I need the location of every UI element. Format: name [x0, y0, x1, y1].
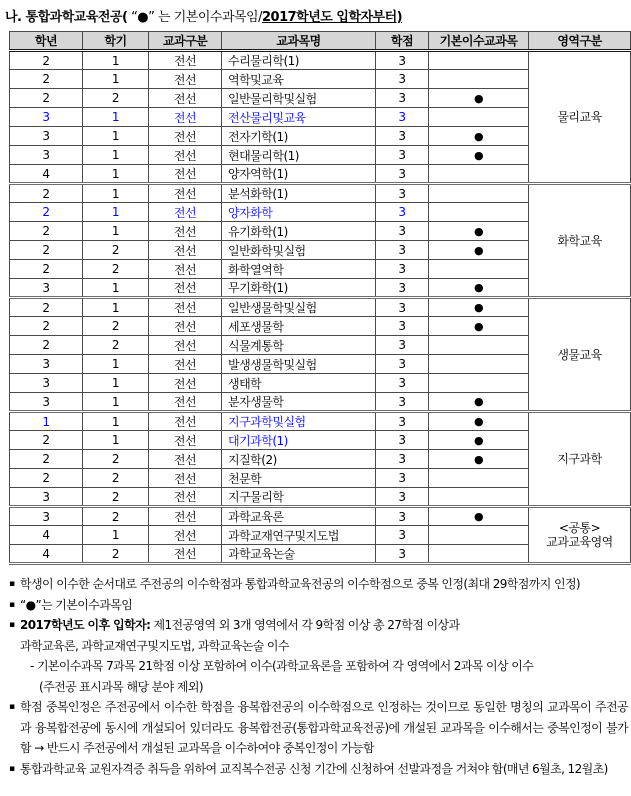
- cell-credit: 3: [376, 89, 429, 108]
- basic-course-empty-cell: [429, 488, 529, 507]
- cell-semester: 2: [83, 260, 149, 279]
- cell-year: 2: [10, 241, 83, 260]
- cell-semester: 1: [83, 298, 149, 317]
- cell-course-name: 전산물리및교육: [222, 108, 376, 127]
- cell-course-name: 천문학: [222, 469, 376, 488]
- page-title: [4, 4, 630, 31]
- cell-course-type: 전선: [149, 260, 222, 279]
- note-text-segment: 제1전공영역 외 3개 영역에서 각 9학점 이상 총 27학점 이상과: [150, 618, 460, 632]
- cell-semester: 2: [83, 336, 149, 355]
- basic-course-empty-cell: [429, 184, 529, 203]
- cell-semester: 2: [83, 317, 149, 336]
- note-text: [20, 677, 628, 698]
- cell-course-name: 생태학: [222, 374, 376, 393]
- footnotes: [7, 574, 628, 779]
- cell-semester: 2: [83, 469, 149, 488]
- header-region: 영역구분: [529, 32, 631, 51]
- course-row: [10, 184, 631, 203]
- cell-year: 2: [10, 469, 83, 488]
- cell-year: 3: [10, 127, 83, 146]
- cell-year: 2: [10, 51, 83, 70]
- note-text-segment: “●”는 기본이수과목임: [20, 597, 133, 612]
- bullet-square-icon: ▪: [9, 702, 15, 712]
- cell-course-name: 대기과학(1): [222, 431, 376, 450]
- basic-course-empty-cell: [429, 374, 529, 393]
- basic-course-empty-cell: [429, 70, 529, 89]
- cell-course-type: 전선: [149, 393, 222, 412]
- cell-semester: 1: [83, 108, 149, 127]
- basic-course-dot-icon: ●: [429, 279, 529, 298]
- title-legend: “●” 는 기본이수과목임/: [127, 10, 262, 25]
- cell-semester: 2: [83, 545, 149, 564]
- course-row: [10, 412, 631, 431]
- cell-credit: 3: [376, 51, 429, 70]
- cell-course-type: 전선: [149, 374, 222, 393]
- cell-credit: 3: [376, 222, 429, 241]
- title-effective-date: 2017학년도 입학자부터): [262, 10, 403, 25]
- basic-course-dot-icon: ●: [429, 412, 529, 431]
- cell-course-type: 전선: [149, 89, 222, 108]
- cell-year: 3: [10, 108, 83, 127]
- cell-credit: 3: [376, 203, 429, 222]
- basic-course-dot-icon: ●: [429, 146, 529, 165]
- cell-credit: 3: [376, 374, 429, 393]
- region-cell: [529, 184, 631, 298]
- region-label: 지구과학: [557, 452, 602, 466]
- cell-course-type: 전선: [149, 51, 222, 70]
- header-course-type: 교과구분: [149, 32, 222, 51]
- cell-semester: 1: [83, 146, 149, 165]
- cell-course-type: 전선: [149, 317, 222, 336]
- basic-course-empty-cell: [429, 51, 529, 70]
- bullet-square-icon: ▪: [9, 763, 15, 774]
- cell-year: 3: [10, 279, 83, 298]
- cell-semester: 1: [83, 279, 149, 298]
- cell-credit: 3: [376, 469, 429, 488]
- basic-course-empty-cell: [429, 545, 529, 564]
- cell-year: 4: [10, 545, 83, 564]
- cell-credit: 3: [376, 298, 429, 317]
- note-text-segment: (주전공 표시과목 해당 분야 제외): [39, 679, 203, 694]
- note-line: [7, 595, 628, 616]
- cell-year: 3: [10, 393, 83, 412]
- cell-course-type: 전선: [149, 450, 222, 469]
- title-prefix: 나. 통합과학교육전공(: [5, 10, 128, 25]
- region-cell: [529, 298, 631, 412]
- cell-course-name: 식물계통학: [222, 336, 376, 355]
- header-semester: 학기: [83, 32, 149, 51]
- cell-course-type: 전선: [149, 203, 222, 222]
- cell-credit: 3: [376, 355, 429, 374]
- cell-course-name: 일반화학및실험: [222, 241, 376, 260]
- note-text: [20, 636, 628, 657]
- cell-course-name: 화학열역학: [222, 260, 376, 279]
- cell-year: 4: [10, 526, 83, 545]
- note-text: [20, 595, 628, 616]
- cell-semester: 1: [83, 51, 149, 70]
- note-line: [7, 574, 628, 595]
- cell-year: 3: [10, 507, 83, 526]
- cell-course-type: 전선: [149, 526, 222, 545]
- cell-course-type: 전선: [149, 488, 222, 507]
- basic-course-dot-icon: ●: [429, 507, 529, 526]
- region-label: 화학교육: [557, 233, 602, 248]
- cell-course-type: 전선: [149, 298, 222, 317]
- cell-semester: 1: [83, 222, 149, 241]
- cell-course-type: 전선: [149, 184, 222, 203]
- cell-course-name: 유기화학(1): [222, 222, 376, 241]
- header-course-name: 교과목명: [222, 32, 376, 51]
- cell-credit: 3: [376, 146, 429, 165]
- basic-course-empty-cell: [429, 469, 529, 488]
- cell-year: 3: [10, 488, 83, 507]
- cell-credit: 3: [376, 450, 429, 469]
- cell-year: 2: [10, 89, 83, 108]
- basic-course-dot-icon: ●: [429, 89, 529, 108]
- cell-year: 2: [10, 317, 83, 336]
- cell-course-name: 수리물리학(1): [222, 51, 376, 70]
- note-text: [20, 697, 628, 759]
- cell-year: 2: [10, 260, 83, 279]
- note-text: [20, 615, 628, 636]
- note-text-segment: 학생이 이수한 순서대로 주전공의 이수학점과 통합과학교육전공의 이수학점으로 중복 인정(최대 29학점까지 인정): [20, 577, 581, 591]
- region-cell: [529, 507, 631, 564]
- cell-course-type: 전선: [149, 70, 222, 89]
- cell-credit: 3: [376, 507, 429, 526]
- cell-course-name: 양자역학(1): [222, 165, 376, 184]
- bullet-square-icon: ▪: [9, 620, 15, 630]
- basic-course-empty-cell: [429, 526, 529, 545]
- cell-credit: 3: [376, 70, 429, 89]
- cell-credit: 3: [376, 127, 429, 146]
- region-label: 물리교육: [557, 110, 602, 124]
- course-row: [10, 298, 631, 317]
- cell-credit: 3: [376, 412, 429, 431]
- note-text: [20, 574, 628, 595]
- header-year: 학년: [10, 32, 83, 51]
- cell-year: 2: [10, 70, 83, 89]
- cell-year: 2: [10, 298, 83, 317]
- cell-semester: 2: [83, 507, 149, 526]
- cell-credit: 3: [376, 165, 429, 184]
- basic-course-empty-cell: [429, 336, 529, 355]
- cell-semester: 2: [83, 450, 149, 469]
- cell-year: 3: [10, 355, 83, 374]
- cell-year: 2: [10, 222, 83, 241]
- basic-course-dot-icon: ●: [429, 431, 529, 450]
- region-label: 교과교육영역: [546, 535, 613, 549]
- cell-year: 2: [10, 450, 83, 469]
- cell-year: 2: [10, 203, 83, 222]
- note-line: [7, 759, 628, 780]
- cell-course-name: 발생생물학및실험: [222, 355, 376, 374]
- cell-semester: 1: [83, 412, 149, 431]
- basic-course-empty-cell: [429, 108, 529, 127]
- cell-semester: 2: [83, 488, 149, 507]
- cell-course-type: 전선: [149, 355, 222, 374]
- cell-credit: 3: [376, 184, 429, 203]
- basic-course-empty-cell: [429, 203, 529, 222]
- header-credit: 학점: [376, 32, 429, 51]
- cell-semester: 1: [83, 70, 149, 89]
- header-row: [10, 32, 631, 51]
- cell-semester: 1: [83, 127, 149, 146]
- basic-course-empty-cell: [429, 355, 529, 374]
- cell-credit: 3: [376, 393, 429, 412]
- cell-course-name: 과학교육론: [222, 507, 376, 526]
- note-text-segment: 통합과학교육 교원자격증 취득을 위하여 교직복수전공 신청 기간에 신청하여 선발과정을 거쳐야 함(매년 6월초, 12월초): [20, 761, 608, 776]
- cell-course-name: 일반생물학및실험: [222, 298, 376, 317]
- basic-course-dot-icon: ●: [429, 127, 529, 146]
- cell-course-name: 과학교재연구및지도법: [222, 526, 376, 545]
- cell-course-name: 과학교육논술: [222, 545, 376, 564]
- note-text-segment: 학점 중복인정은 주전공에서 이수한 학점을 융복합전공의 이수학점으로 인정하는 것이므로 동일한 명칭의 교과목이 주전공과 융복합전공에 동시에 개설되어 있더라도 융복합전공(통합과학교육전공)에 개설된 교과목을 이수해서는 중복인정이 불가함 → 반드시 주전공에서 개설된 교과목을 이수하여야 중복인정이 가능함: [20, 700, 628, 755]
- cell-course-name: 분자생물학: [222, 393, 376, 412]
- region-cell: [529, 51, 631, 184]
- cell-semester: 2: [83, 89, 149, 108]
- cell-course-name: 분석화학(1): [222, 184, 376, 203]
- cell-course-type: 전선: [149, 336, 222, 355]
- cell-course-type: 전선: [149, 127, 222, 146]
- cell-semester: 1: [83, 184, 149, 203]
- note-text: [20, 759, 628, 780]
- note-line: [7, 677, 628, 698]
- cell-semester: 2: [83, 241, 149, 260]
- cell-course-type: 전선: [149, 507, 222, 526]
- cell-course-name: 무기화학(1): [222, 279, 376, 298]
- cell-credit: 3: [376, 260, 429, 279]
- basic-course-dot-icon: ●: [429, 393, 529, 412]
- course-table-body: [10, 51, 631, 564]
- cell-course-name: 지질학(2): [222, 450, 376, 469]
- cell-semester: 1: [83, 355, 149, 374]
- basic-course-dot-icon: ●: [429, 298, 529, 317]
- cell-semester: 1: [83, 165, 149, 184]
- note-line: [7, 656, 628, 677]
- basic-course-dot-icon: ●: [429, 317, 529, 336]
- cell-year: 2: [10, 336, 83, 355]
- cell-year: 1: [10, 412, 83, 431]
- region-label: 생물교육: [557, 347, 602, 362]
- cell-course-name: 전자기학(1): [222, 127, 376, 146]
- cell-semester: 1: [83, 393, 149, 412]
- cell-course-name: 양자화학: [222, 203, 376, 222]
- cell-year: 4: [10, 165, 83, 184]
- basic-course-empty-cell: [429, 260, 529, 279]
- cell-credit: 3: [376, 431, 429, 450]
- cell-semester: 1: [83, 526, 149, 545]
- basic-course-empty-cell: [429, 165, 529, 184]
- cell-course-name: 현대물리학(1): [222, 146, 376, 165]
- note-line: [7, 615, 628, 636]
- cell-year: 2: [10, 431, 83, 450]
- region-cell: [529, 412, 631, 507]
- cell-semester: 1: [83, 374, 149, 393]
- cell-course-type: 전선: [149, 545, 222, 564]
- bullet-square-icon: ▪: [9, 599, 15, 610]
- cell-semester: 1: [83, 431, 149, 450]
- cell-course-type: 전선: [149, 146, 222, 165]
- cell-credit: 3: [376, 545, 429, 564]
- cell-course-name: 세포생물학: [222, 317, 376, 336]
- cell-credit: 3: [376, 336, 429, 355]
- cell-course-type: 전선: [149, 222, 222, 241]
- cell-semester: 1: [83, 203, 149, 222]
- cell-course-name: 역학및교육: [222, 70, 376, 89]
- cell-credit: 3: [376, 526, 429, 545]
- cell-credit: 3: [376, 279, 429, 298]
- cell-course-name: 지구물리학: [222, 488, 376, 507]
- curriculum-table: [9, 31, 631, 565]
- region-label: <공통>: [558, 521, 601, 535]
- bullet-square-icon: ▪: [9, 579, 15, 589]
- course-row: [10, 507, 631, 526]
- cell-course-name: 지구과학및실험: [222, 412, 376, 431]
- note-text-bold-segment: 2017학년도 이후 입학자:: [20, 618, 151, 632]
- note-line: [7, 636, 628, 657]
- course-row: [10, 51, 631, 70]
- cell-year: 2: [10, 184, 83, 203]
- basic-course-dot-icon: ●: [429, 241, 529, 260]
- basic-course-dot-icon: ●: [429, 222, 529, 241]
- note-line: [7, 697, 628, 759]
- cell-credit: 3: [376, 241, 429, 260]
- cell-credit: 3: [376, 488, 429, 507]
- cell-year: 3: [10, 374, 83, 393]
- cell-course-type: 전선: [149, 412, 222, 431]
- cell-course-type: 전선: [149, 469, 222, 488]
- basic-course-dot-icon: ●: [429, 450, 529, 469]
- cell-course-type: 전선: [149, 108, 222, 127]
- cell-course-type: 전선: [149, 241, 222, 260]
- note-text: [20, 656, 628, 677]
- cell-credit: 3: [376, 108, 429, 127]
- note-text-segment: - 기본이수과목 7과목 21학점 이상 포함하여 이수(과학교육론을 포함하여 각 영역에서 2과목 이상 이수: [30, 659, 534, 673]
- cell-course-type: 전선: [149, 165, 222, 184]
- cell-course-type: 전선: [149, 279, 222, 298]
- cell-credit: 3: [376, 317, 429, 336]
- cell-course-name: 일반물리학및실험: [222, 89, 376, 108]
- note-text-segment: 과학교육론, 과학교재연구및지도법, 과학교육논술 이수: [20, 638, 289, 653]
- header-basic-course: 기본이수교과목: [429, 32, 529, 51]
- cell-course-type: 전선: [149, 431, 222, 450]
- cell-year: 3: [10, 146, 83, 165]
